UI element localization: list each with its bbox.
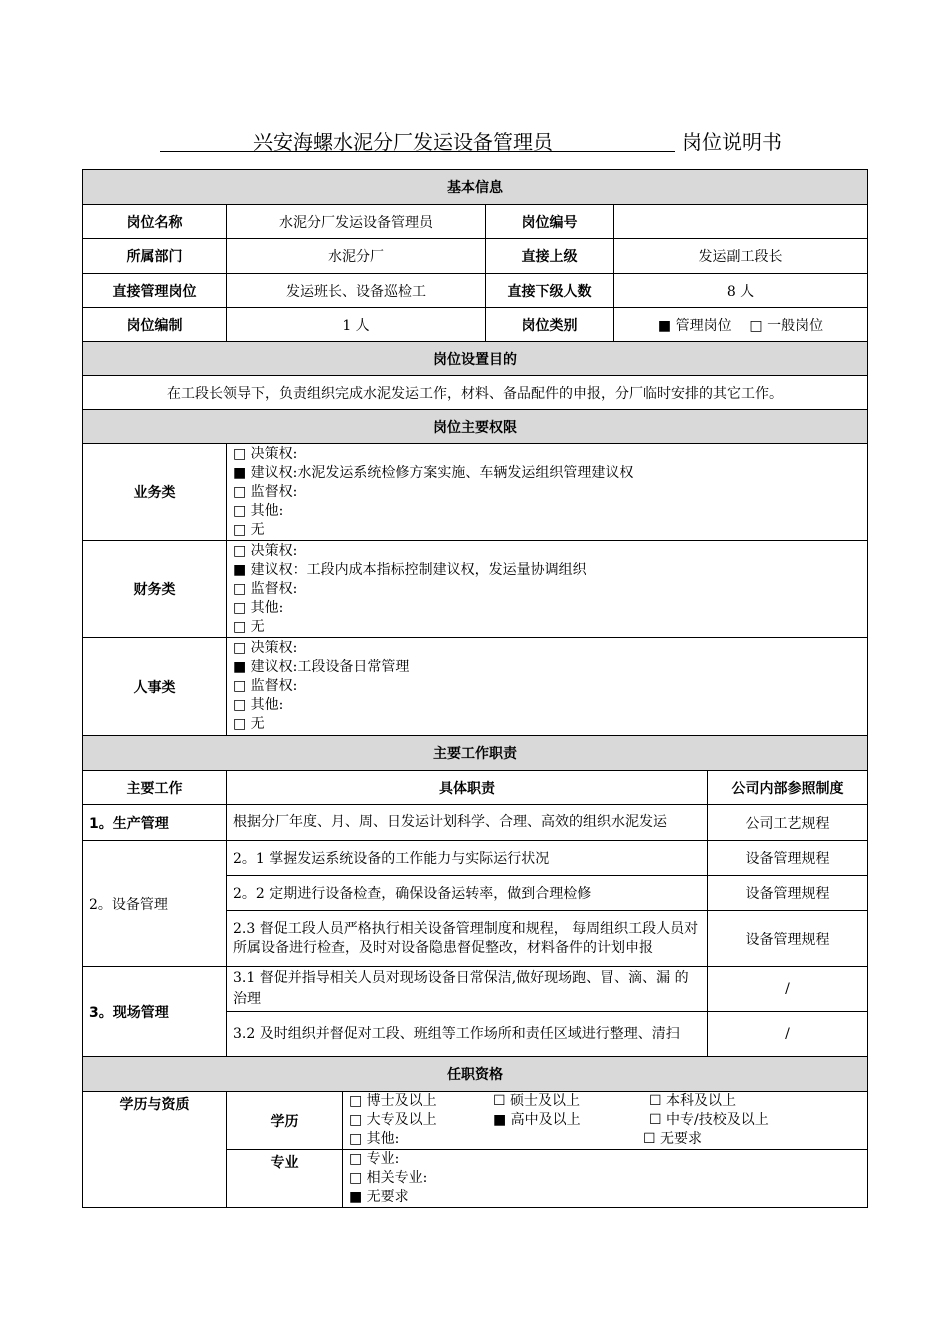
duty-reference: 公司工艺规程 bbox=[708, 805, 868, 841]
degree-option: □ 大专及以上 bbox=[349, 1112, 437, 1128]
section-basic-info: 基本信息 bbox=[83, 170, 868, 205]
degree-option: ■ 高中及以上 bbox=[493, 1112, 581, 1128]
authority-hr-label: 人事类 bbox=[83, 638, 227, 736]
duty-reference: 设备管理规程 bbox=[708, 841, 868, 876]
major-option: ■ 无要求 bbox=[349, 1189, 409, 1205]
label-department: 所属部门 bbox=[83, 239, 227, 274]
value-subordinate-count: 8 人 bbox=[614, 274, 868, 308]
duties-col-work: 主要工作 bbox=[83, 771, 227, 805]
authority-business-label: 业务类 bbox=[83, 444, 227, 541]
authority-line: □ 其他: bbox=[233, 697, 284, 713]
section-duties: 主要工作职责 bbox=[83, 736, 868, 771]
duty-detail: 3.2 及时组织并督促对工段、班组等工作场所和责任区域进行整理、清扫 bbox=[227, 1012, 708, 1057]
duty-reference: 设备管理规程 bbox=[708, 911, 868, 967]
purpose-text: 在工段长领导下，负责组织完成水泥发运工作，材料、备品配件的申报，分厂临时安排的其它工作。 bbox=[83, 376, 868, 410]
degree-option: ☐ 无要求 bbox=[643, 1131, 703, 1147]
qual-degree-label: 学历 bbox=[227, 1092, 343, 1150]
authority-line: □ 无 bbox=[233, 521, 265, 538]
duty-work-site: 3。现场管理 bbox=[83, 967, 227, 1057]
document-title bbox=[160, 126, 800, 156]
label-direct-superior: 直接上级 bbox=[486, 239, 614, 274]
label-subordinate-count: 直接下级人数 bbox=[486, 274, 614, 308]
authority-line: □ 无 bbox=[233, 716, 265, 732]
authority-line: □ 决策权: bbox=[233, 445, 298, 462]
authority-finance-label: 财务类 bbox=[83, 541, 227, 638]
duty-work-equipment: 2。设备管理 bbox=[83, 841, 227, 967]
label-position-code: 岗位编号 bbox=[486, 205, 614, 239]
degree-option: □ 其他: bbox=[349, 1131, 400, 1147]
qual-major-label: 专业 bbox=[227, 1150, 343, 1208]
authority-line: □ 其他: bbox=[233, 599, 284, 616]
authority-line: □ 监督权: bbox=[233, 580, 298, 597]
value-position-name: 水泥分厂发运设备管理员 bbox=[227, 205, 486, 239]
value-managed-positions: 发运班长、设备巡检工 bbox=[227, 274, 486, 308]
duty-reference: / bbox=[708, 967, 868, 1012]
duty-reference: / bbox=[708, 1012, 868, 1057]
label-position-name: 岗位名称 bbox=[83, 205, 227, 239]
duty-detail: 3.1 督促并指导相关人员对现场设备日常保洁,做好现场跑、冒、滴、漏 的治理 bbox=[227, 967, 708, 1012]
authority-finance-lines bbox=[227, 541, 868, 638]
degree-option: ☐ 本科及以上 bbox=[649, 1093, 737, 1109]
degree-option: ☐ 硕士及以上 bbox=[493, 1093, 581, 1109]
value-position-category: ■ 管理岗位 □ 一般岗位 bbox=[614, 308, 868, 342]
degree-option: ☐ 中专/技校及以上 bbox=[649, 1112, 769, 1128]
authority-line: □ 无 bbox=[233, 618, 265, 635]
value-department: 水泥分厂 bbox=[227, 239, 486, 274]
authority-hr-lines bbox=[227, 638, 868, 736]
value-headcount: 1 人 bbox=[227, 308, 486, 342]
label-position-category: 岗位类别 bbox=[486, 308, 614, 342]
qual-education-label: 学历与资质 bbox=[83, 1092, 227, 1208]
degree-option: □ 博士及以上 bbox=[349, 1093, 437, 1109]
duty-reference: 设备管理规程 bbox=[708, 876, 868, 911]
authority-line: ■ 建议权:工段设备日常管理 bbox=[233, 659, 410, 675]
section-purpose: 岗位设置目的 bbox=[83, 342, 868, 376]
title-suffix: 岗位说明书 bbox=[682, 130, 782, 154]
authority-line: □ 监督权: bbox=[233, 483, 298, 500]
section-qualification: 任职资格 bbox=[83, 1057, 868, 1092]
authority-line: □ 决策权: bbox=[233, 640, 298, 656]
duty-detail: 2。1 掌握发运系统设备的工作能力与实际运行状况 bbox=[227, 841, 708, 876]
label-managed-positions: 直接管理岗位 bbox=[83, 274, 227, 308]
duty-detail: 根据分厂年度、月、周、日发运计划科学、合理、高效的组织水泥发运 bbox=[227, 805, 708, 841]
label-headcount: 岗位编制 bbox=[83, 308, 227, 342]
duties-col-reference: 公司内部参照制度 bbox=[708, 771, 868, 805]
major-option: □ 相关专业: bbox=[349, 1170, 428, 1186]
major-option: □ 专业: bbox=[349, 1151, 400, 1167]
title-position-name: 兴安海螺水泥分厂发运设备管理员 bbox=[253, 130, 553, 154]
value-direct-superior: 发运副工段长 bbox=[614, 239, 868, 274]
duties-col-detail: 具体职责 bbox=[227, 771, 708, 805]
job-description-table bbox=[82, 169, 868, 1208]
authority-line: □ 监督权: bbox=[233, 678, 298, 694]
authority-line: □ 其他: bbox=[233, 502, 284, 519]
duty-work-production: 1。生产管理 bbox=[83, 805, 227, 841]
authority-business-lines bbox=[227, 444, 868, 541]
section-authority: 岗位主要权限 bbox=[83, 410, 868, 444]
duty-detail: 2.3 督促工段人员严格执行相关设备管理制度和规程， 每周组织工段人员对所属设备进行检查，及时对设备隐患督促整改，材料备件的计划申报 bbox=[227, 911, 708, 967]
qual-degree-options bbox=[343, 1092, 868, 1150]
value-position-code bbox=[614, 205, 868, 239]
authority-line: ■ 建议权：工段内成本指标控制建议权，发运量协调组织 bbox=[233, 561, 587, 578]
authority-line: ■ 建议权:水泥发运系统检修方案实施、车辆发运组织管理建议权 bbox=[233, 464, 634, 481]
qual-major-options bbox=[343, 1150, 868, 1208]
authority-line: □ 决策权: bbox=[233, 542, 298, 559]
duty-detail: 2。2 定期进行设备检查，确保设备运转率，做到合理检修 bbox=[227, 876, 708, 911]
